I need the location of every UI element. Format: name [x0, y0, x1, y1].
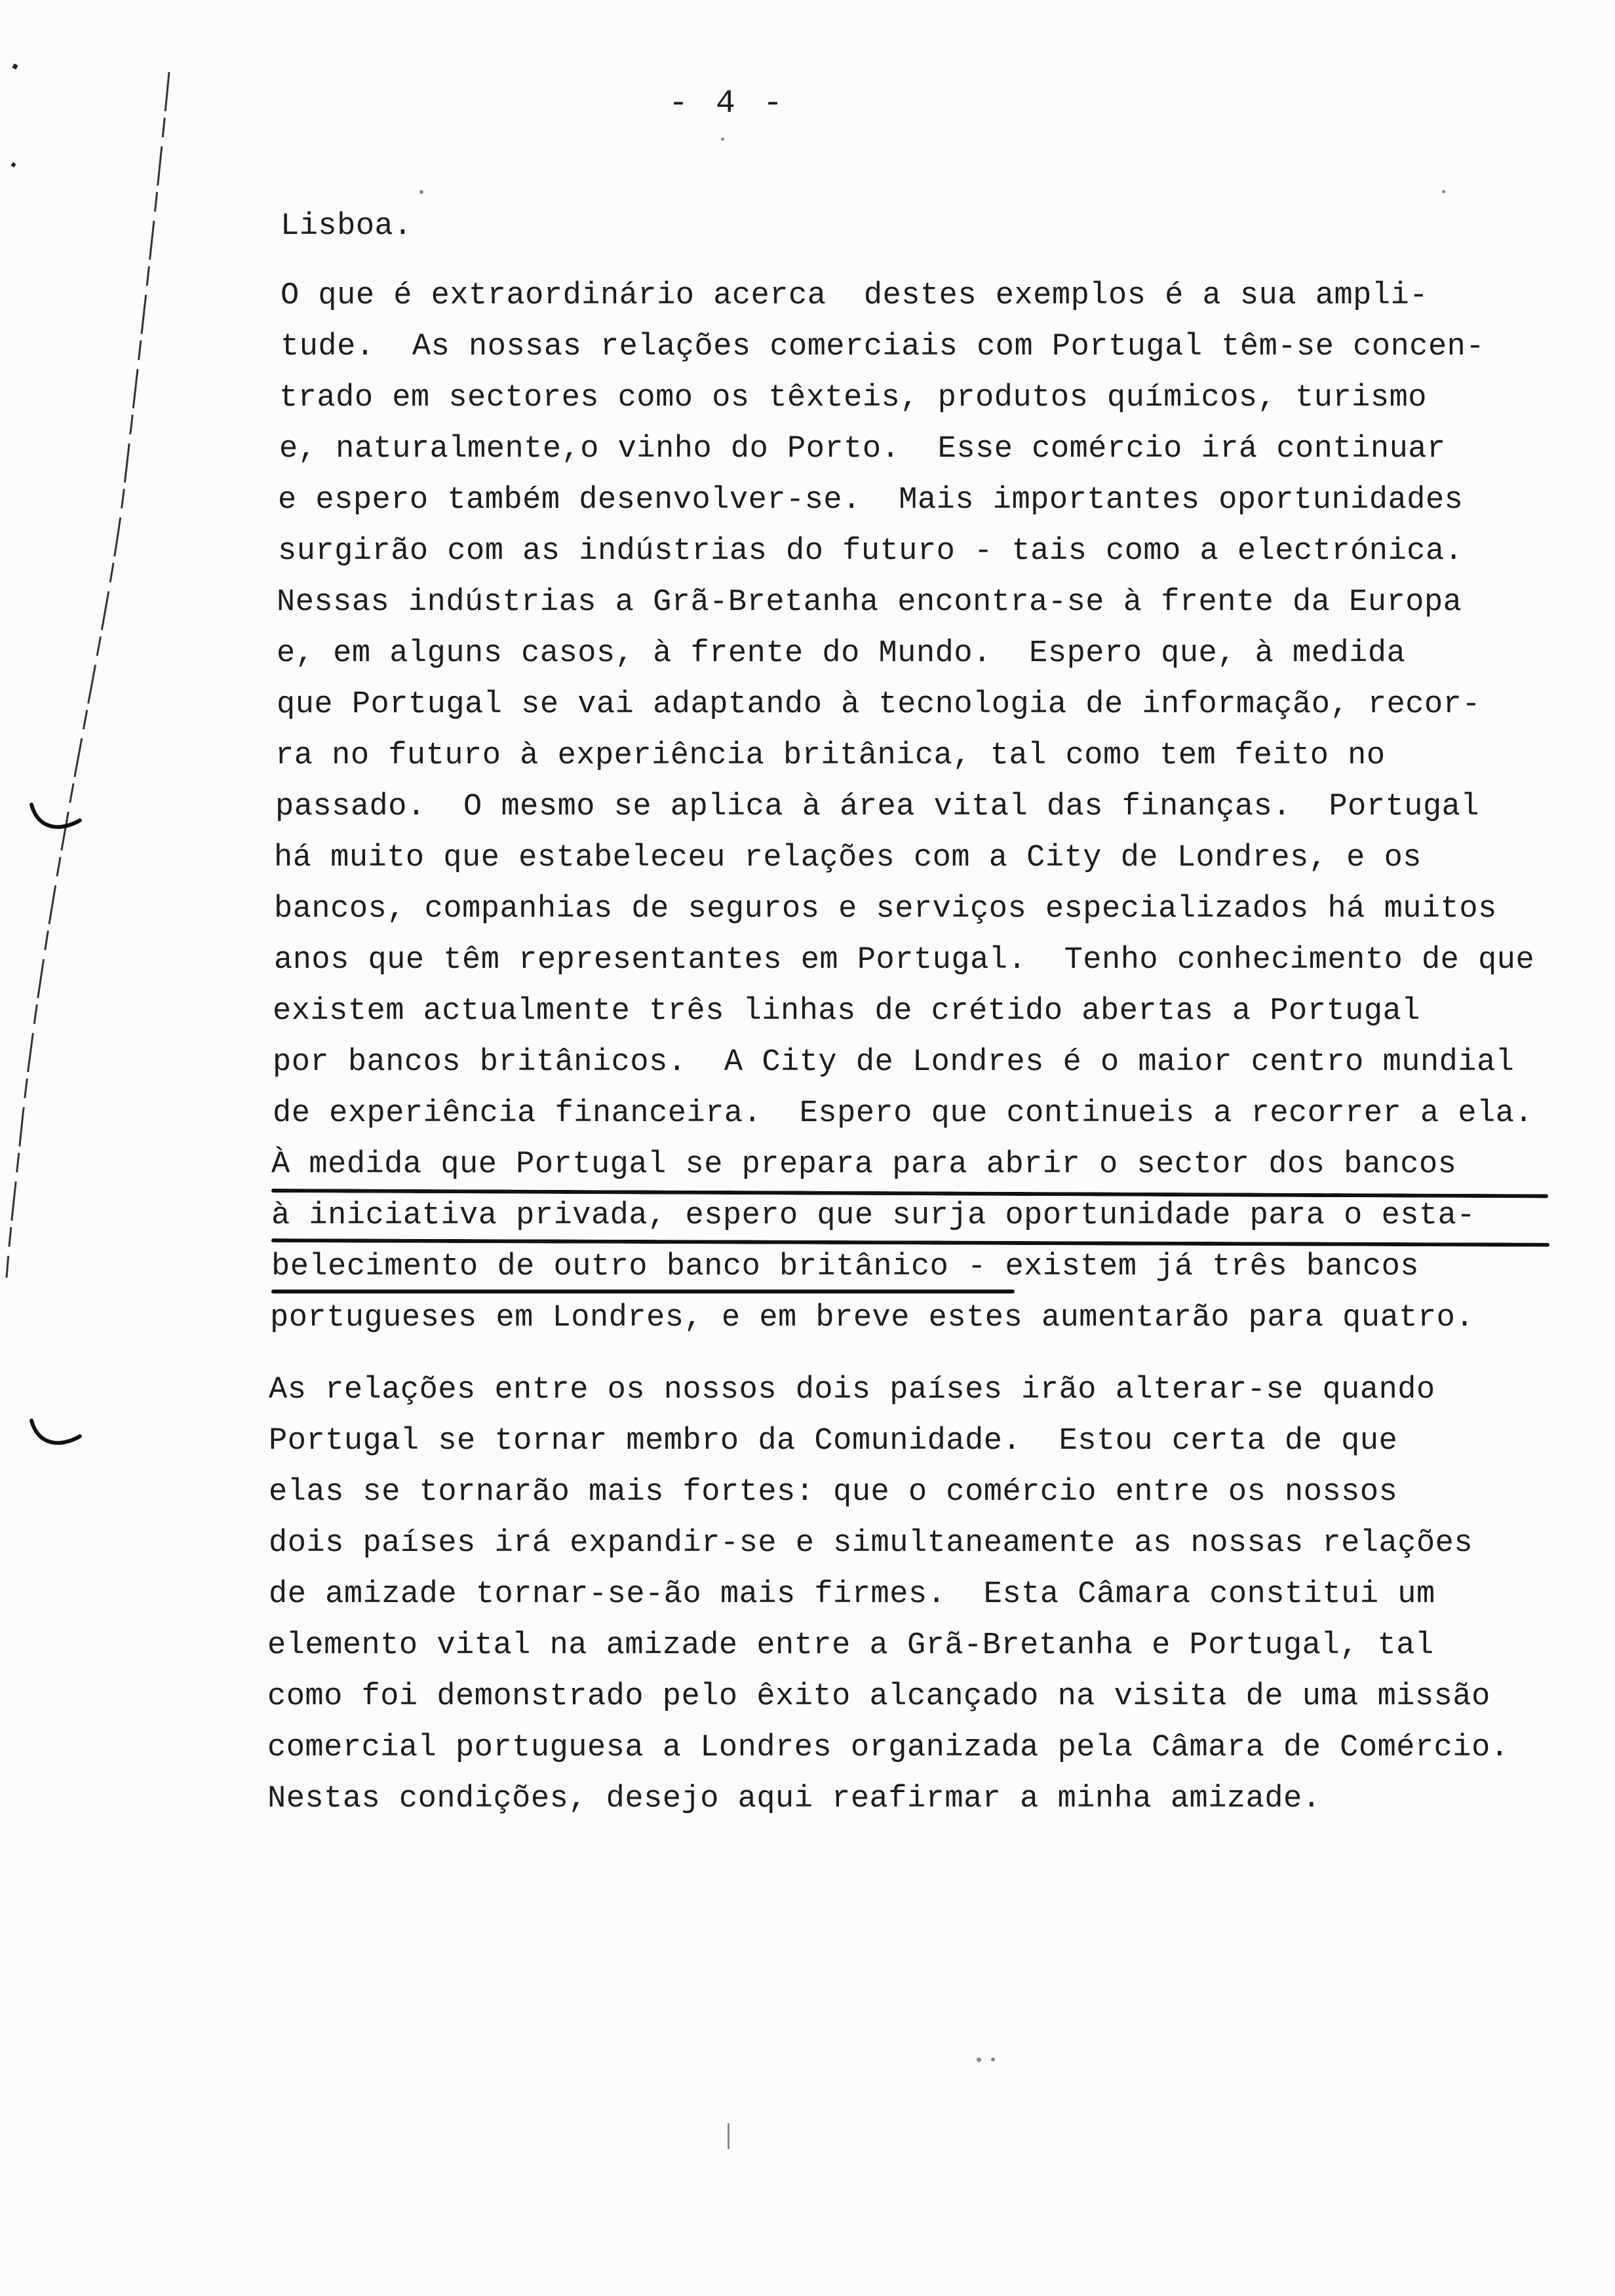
text-line: trado em sectores como os têxteis, produtos químicos, turismo	[279, 381, 1427, 415]
scan-speck	[419, 190, 423, 194]
text-line: comercial portuguesa a Londres organizada pela Câmara de Comércio.	[267, 1731, 1509, 1765]
text-line: Portugal se tornar membro da Comunidade. Estou certa de que	[269, 1424, 1398, 1459]
text-line: Nessas indústrias a Grã-Bretanha encontra-se à frente da Europa	[277, 585, 1462, 620]
text-line: portugueses em Londres, e em breve estes aumentarão para quatro.	[270, 1301, 1475, 1335]
margin-pen-stroke	[0, 0, 197, 1573]
text-line: passado. O mesmo se aplica à área vital das finanças. Portugal	[275, 790, 1480, 824]
text-line: O que é extraordinário acerca destes exemplos é a sua ampli-	[281, 278, 1428, 313]
handwritten-underline	[271, 1290, 1015, 1293]
text-line: ra no futuro à experiência britânica, tal como tem feito no	[275, 738, 1386, 773]
text-line: como foi demonstrado pelo êxito alcançado na visita de uma missão	[267, 1679, 1490, 1714]
text-line: bancos, companhias de seguros e serviços especializados há muitos	[274, 892, 1497, 927]
text-line: existem actualmente três linhas de crétido abertas a Portugal	[273, 994, 1420, 1029]
text-line: elemento vital na amizade entre a Grã-Bretanha e Portugal, tal	[267, 1628, 1434, 1663]
text-line: dois países irá expandir-se e simultaneamente as nossas relações	[269, 1526, 1473, 1561]
scan-speck	[977, 2057, 981, 2062]
page-number: - 4 -	[669, 85, 787, 123]
text-line: e espero também desenvolver-se. Mais importantes oportunidades	[278, 483, 1464, 518]
underlined-text-line: À medida que Portugal se prepara para abrir o sector dos bancos	[271, 1147, 1457, 1182]
text-line: por bancos britânicos. A City de Londres é o maior centro mundial	[273, 1045, 1515, 1080]
underlined-text-line: belecimento de outro banco britânico - existem já três bancos	[271, 1250, 1419, 1284]
text-line: há muito que estabeleceu relações com a City de Londres, e os	[274, 841, 1422, 875]
text-line: Nestas condições, desejo aqui reafirmar a minha amizade.	[267, 1782, 1321, 1816]
margin-bracket-mark	[26, 1415, 85, 1461]
carryover-line: Lisboa.	[281, 209, 412, 244]
scan-speck	[721, 138, 724, 141]
text-line: anos que têm representantes em Portugal. Tenho conhecimento de que	[274, 943, 1535, 978]
scan-speck	[991, 2057, 995, 2061]
text-line: elas se tornarão mais fortes: que o comércio entre os nossos	[269, 1475, 1398, 1510]
text-line: de amizade tornar-se-ão mais firmes. Esta Câmara constitui um	[269, 1577, 1435, 1612]
margin-bracket-mark	[26, 799, 85, 845]
text-line: e, naturalmente,o vinho do Porto. Esse comércio irá continuar	[279, 432, 1446, 467]
text-line: e, em alguns casos, à frente do Mundo. Espero que, à medida	[277, 636, 1406, 671]
handwritten-underline	[271, 1238, 1549, 1247]
scan-speck	[1442, 190, 1445, 193]
text-line: que Portugal se vai adaptando à tecnologia de informação, recor-	[277, 687, 1481, 722]
text-line: tude. As nossas relações comerciais com Portugal têm-se concen-	[281, 330, 1485, 364]
text-line: de experiência financeira. Espero que continueis a recorrer a ela.	[273, 1096, 1534, 1131]
scan-speck	[728, 2123, 730, 2149]
text-line: As relações entre os nossos dois países irão alterar-se quando	[269, 1373, 1435, 1407]
underlined-text-line: à iniciativa privada, espero que surja oportunidade para o esta-	[271, 1198, 1476, 1233]
text-line: surgirão com as indústrias do futuro - tais como a electrónica.	[278, 534, 1464, 569]
